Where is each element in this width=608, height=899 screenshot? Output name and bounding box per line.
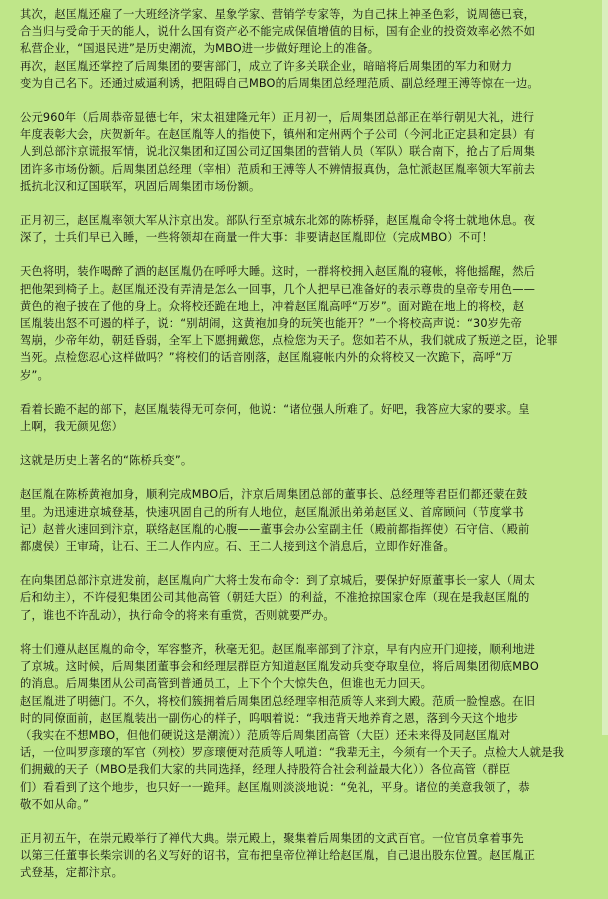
paragraph-9: 将士们遵从赵匡胤的命令，军容整齐，秋毫无犯。赵匡胤率部到了汴京，早有内应开门迎接，顺利地进 了京城。这时候，后周集团董事会和经理层群臣方知道赵匡胤发动兵变夺取皇位，将后周集团彻底MBO 的消息。后周集团从公司高管到普通员工，上下个个大惊失色，但谁也无力回天。 赵匡胤进了明德门。不久，将校们簇拥着后周集团总经理宰相范质等人来到大殿。范质一脸惶惑。在旧 时的同僚面前，赵匡胤装出一副伤心的样子，呜咽着说：“我违背天地养育之恩，落到今天这个地步 （我实在不想MBO，但他们硬说这是潮流））范质等后周集团高管（大臣）还未来得及同赵匡胤对 话，一位叫罗彦瓌的军官（列校）罗彦瓌便对范质等人吼道：“我辈无主，今须有一个天子。点检大人就是我 们拥戴的天子（MBO是我们大家的共同选择，经理人持股符合社会利益最大化））各位高管（群臣 们）看看到了这个地步，也只好一一跪拜。赵匡胤则淡淡地说：“免礼，平身。诸位的美意我领了，恭 敬不如从命。”	[20, 642, 565, 811]
paragraph-gap	[20, 813, 592, 830]
paragraph-3: 正月初三，赵匡胤率领大军从汴京出发。部队行至京城东北郊的陈桥驿，赵匡胤命令将士就地休息。夜 深了，士兵们早已入睡，一些将领却在商量一件大事：非要请赵匡胤即位（完成MBO）不可！	[20, 214, 536, 245]
paragraph-gap	[20, 624, 592, 641]
paragraph-gap	[20, 882, 592, 899]
paragraph-gap	[20, 384, 592, 401]
paragraph-gap	[20, 469, 592, 486]
paragraph-2: 公元960年（后周恭帝显德七年，宋太祖建隆元年）正月初一，后周集团总部正在举行朝见大礼，进行 年度表彰大会，庆贺新年。在赵匡胤等人的指使下，镇州和定州两个子公司（今河北正定县和定县）有 人到总部汴京谎报军情，说北汉集团和辽国公司辽国集团的营销人员（军队）联合南下，抢占了后周集 团许多市场份额。后周集团总经理（宰相）范质和王溥等人不辨情报真伪，急忙派赵匡胤率领大军前去 抵抗北汉和辽国联军，巩固后周集团市场份额。	[20, 111, 536, 193]
paragraph-10: 正月初五午，在崇元殿举行了禅代大典。崇元殿上，聚集着后周集团的文武百官。一位官员拿着事先 以第三任董事长柴宗训的名义写好的诏书，宣布把皇帝位禅让给赵匡胤，自己退出股东位置。赵匡胤正 式登基，定都汴京。	[20, 831, 536, 880]
paragraph-4: 天色将明，装作喝醉了酒的赵匡胤仍在呼呼大睡。这时，一群将校拥入赵匡胤的寝帐，将他摇醒，然后 把他架到椅子上。赵匡胤还没有弄清是怎么一回事，几个人把早已准备好的表示尊贵的皇帝专用色—— 黄色的袍子披在了他的身上。众将校还跪在地上，冲着赵匡胤高呼“万岁”。面对跪在地上的将校，赵 匡胤装出怒不可遏的样子，说：“别胡闹，这黄袍加身的玩笑也能开？”一个将校高声说：“30岁先帝 驾崩，少帝年幼，朝廷昏弱，全军上下愿拥戴您，点检您为天子。您如若不从，我们就成了叛逆之臣，论罪 当死。点检您忍心这样做吗？”将校们的话音刚落，赵匡胤寝帐内外的众将校又一次跪下，高呼“万 岁”。	[20, 265, 559, 382]
paragraph-gap	[20, 555, 592, 572]
paragraph-1: 其次，赵匡胤还雇了一大班经济学家、星象学家、营销学专家等，为自己抹上神圣色彩，说周德已衰， 合当归与受命于天的能人，说什么国有资产必不能完成保值增值的目标，国有企业的投资效率必然不如 私营企业，“国退民进”是历史潮流，为MBO进一步做好理论上的准备。 再次，赵匡胤还掌控了后周集团的要害部门，成立了许多关联企业，暗暗将后周集团的军力和财力 变为自己名下。还通过威逼利诱，把阻碍自己MBO的后周集团总经理范质、副总经理王溥等惊在一边。	[20, 8, 539, 90]
paragraph-6: 这就是历史上著名的“陈桥兵变”。	[20, 454, 193, 468]
paragraph-5: 看着长跪不起的部下，赵匡胤装得无可奈何，他说：“诸位强人所难了。好吧，我答应大家的要求。皇 上啊，我无颜见您）	[20, 402, 530, 434]
paragraph-gap	[20, 435, 592, 452]
paragraph-gap	[20, 195, 592, 212]
paragraph-gap	[20, 246, 592, 263]
paragraph-8: 在向集团总部汴京进发前，赵匡胤向广大将士发布命令：到了京城后，要保护好原董事长一家人（周太 后和幼主），不许侵犯集团公司其他高管（朝廷大臣）的利益，不准抢掠国家仓库（现在是我赵匡胤的 了，谁也不许乱动），执行命令的将来有重赏，否则就要严办。	[20, 574, 536, 622]
scrollbar[interactable]	[602, 0, 608, 735]
paragraph-7: 赵匡胤在陈桥黄袍加身，顺利完成MBO后，汴京后周集团总部的董事长、总经理等君臣们都还蒙在鼓 里。为迅速进京城登基，快速巩固自己的所有人地位，赵匡胤派出弟弟赵匡义、首席顾问（节度掌书 记）赵普火速回到汴京，联络赵匡胤的心腹——董事会办公室副主任（殿前都指挥使）石守信、（殿前 都虞侯）王审琦，让石、王二人作内应。石、王二人接到这个消息后，立即作好准备。	[20, 488, 530, 554]
paragraph-gap	[20, 92, 592, 109]
